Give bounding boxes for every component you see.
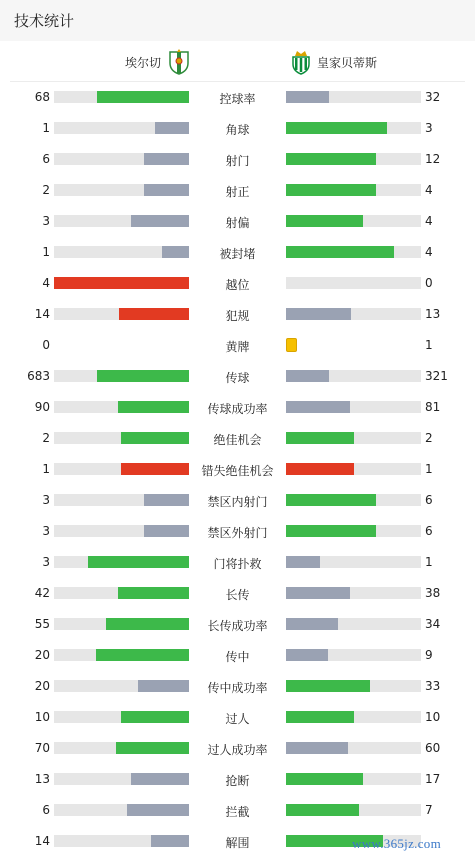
stat-row [0, 764, 475, 795]
stat-row [0, 454, 475, 485]
away-bar-fill [286, 370, 329, 382]
away-value: 34 [425, 617, 441, 631]
stat-row [0, 702, 475, 733]
home-bar-track [54, 401, 189, 413]
home-value: 1 [42, 245, 50, 259]
home-value: 13 [34, 772, 50, 786]
home-bar-track [54, 184, 189, 196]
home-bar-fill [118, 401, 189, 413]
stat-label: 黄牌 [225, 340, 250, 354]
stat-label: 犯规 [225, 309, 250, 323]
home-bar-track [54, 91, 189, 103]
stat-row [0, 330, 475, 361]
stat-row [0, 609, 475, 640]
away-value: 4 [425, 183, 433, 197]
home-value: 3 [42, 555, 50, 569]
home-bar-fill [162, 246, 189, 258]
away-value: 6 [425, 493, 433, 507]
home-bar-fill [131, 215, 189, 227]
stat-row [0, 206, 475, 237]
stat-label: 长传成功率 [207, 619, 268, 633]
home-bar-track [54, 525, 189, 537]
home-value: 70 [34, 741, 50, 755]
home-bar-fill [97, 91, 189, 103]
stat-row [0, 82, 475, 113]
home-value: 3 [42, 214, 50, 228]
away-value: 33 [425, 679, 441, 693]
stat-row [0, 547, 475, 578]
stat-row [0, 268, 475, 299]
away-value: 32 [425, 90, 441, 104]
home-bar-fill [151, 835, 189, 847]
home-bar-track [54, 742, 189, 754]
home-bar-track [54, 153, 189, 165]
home-value: 3 [42, 524, 50, 538]
home-bar-fill [144, 184, 189, 196]
home-bar-fill [121, 432, 189, 444]
stat-row [0, 423, 475, 454]
home-bar-track [54, 494, 189, 506]
home-bar-fill [54, 277, 189, 289]
away-value: 321 [425, 369, 448, 383]
home-value: 1 [42, 462, 50, 476]
stat-label: 抢断 [225, 774, 250, 788]
away-bar-fill [286, 804, 359, 816]
away-bar-fill [286, 463, 354, 475]
stat-row [0, 516, 475, 547]
away-value: 1 [425, 555, 433, 569]
home-bar-track [54, 246, 189, 258]
away-value: 38 [425, 586, 441, 600]
home-bar-fill [116, 742, 189, 754]
stat-label: 过人 [225, 712, 250, 726]
away-bar-fill [286, 91, 329, 103]
away-bar-track [286, 494, 421, 506]
home-bar-track [54, 370, 189, 382]
home-value: 90 [34, 400, 50, 414]
away-bar-fill [286, 215, 363, 227]
home-value: 10 [34, 710, 50, 724]
away-bar-track [286, 742, 421, 754]
stat-row [0, 733, 475, 764]
yellow-card-icon [286, 338, 297, 352]
home-value: 0 [42, 338, 50, 352]
home-bar-track [54, 308, 189, 320]
stat-label: 传球成功率 [207, 402, 268, 416]
away-bar-fill [286, 432, 354, 444]
away-bar-fill [286, 649, 328, 661]
away-bar-fill [286, 618, 338, 630]
away-value: 3 [425, 121, 433, 135]
away-bar-fill [286, 153, 376, 165]
away-bar-fill [286, 122, 387, 134]
away-bar-track [286, 277, 421, 289]
home-bar-fill [121, 463, 189, 475]
away-bar-track [286, 401, 421, 413]
home-bar-track [54, 215, 189, 227]
watermark: www.365jz.com [352, 836, 441, 851]
home-bar-track [54, 432, 189, 444]
away-bar-fill [286, 246, 394, 258]
home-value: 20 [34, 648, 50, 662]
home-bar-track [54, 804, 189, 816]
home-bar-track [54, 680, 189, 692]
stat-label: 射门 [225, 154, 250, 168]
home-value: 683 [27, 369, 50, 383]
stat-label: 长传 [225, 588, 250, 602]
home-bar-fill [138, 680, 189, 692]
stat-label: 角球 [225, 123, 250, 137]
away-bar-track [286, 91, 421, 103]
stat-row [0, 578, 475, 609]
stat-label: 绝佳机会 [213, 433, 262, 447]
home-bar-track [54, 277, 189, 289]
stat-label: 门将扑救 [213, 557, 262, 571]
away-bar-fill [286, 494, 376, 506]
away-bar-fill [286, 184, 376, 196]
away-bar-track [286, 649, 421, 661]
home-bar-track [54, 618, 189, 630]
stat-label: 传中 [225, 650, 250, 664]
home-bar-fill [106, 618, 189, 630]
stat-label: 越位 [225, 278, 250, 292]
away-bar-fill [286, 525, 376, 537]
away-value: 0 [425, 276, 433, 290]
stats-header [0, 0, 475, 41]
home-value: 3 [42, 493, 50, 507]
away-bar-fill [286, 587, 350, 599]
home-bar-fill [118, 587, 189, 599]
stat-label: 控球率 [219, 92, 256, 106]
home-value: 2 [42, 183, 50, 197]
stat-label: 过人成功率 [207, 743, 268, 757]
stat-row [0, 795, 475, 826]
stat-row [0, 113, 475, 144]
stat-row [0, 361, 475, 392]
away-value: 4 [425, 214, 433, 228]
home-bar-track [54, 463, 189, 475]
away-bar-track [286, 308, 421, 320]
away-value: 13 [425, 307, 441, 321]
away-value: 12 [425, 152, 441, 166]
home-bar-track [54, 587, 189, 599]
away-bar-track [286, 711, 421, 723]
stat-label: 错失绝佳机会 [201, 464, 274, 478]
home-bar-fill [144, 494, 189, 506]
home-value: 4 [42, 276, 50, 290]
home-bar-fill [88, 556, 189, 568]
away-bar-track [286, 184, 421, 196]
home-bar-fill [131, 773, 189, 785]
page-title: 技术统计 [14, 12, 75, 30]
home-bar-track [54, 556, 189, 568]
stat-label: 禁区外射门 [207, 526, 268, 540]
home-bar-fill [144, 525, 189, 537]
away-value: 6 [425, 524, 433, 538]
stat-row [0, 392, 475, 423]
away-value: 2 [425, 431, 433, 445]
home-bar-track [54, 711, 189, 723]
home-team[interactable] [125, 49, 190, 75]
home-bar-fill [96, 649, 189, 661]
home-bar-track [54, 835, 189, 847]
home-value: 20 [34, 679, 50, 693]
stat-row [0, 671, 475, 702]
stat-row [0, 640, 475, 671]
stat-label: 拦截 [225, 805, 250, 819]
away-bar-track [286, 804, 421, 816]
home-value: 6 [42, 803, 50, 817]
away-bar-track [286, 618, 421, 630]
stat-label: 射偏 [225, 216, 250, 230]
home-value: 14 [34, 307, 50, 321]
away-bar-fill [286, 401, 350, 413]
home-value: 6 [42, 152, 50, 166]
betis-crest-icon [290, 49, 312, 75]
stat-row [0, 485, 475, 516]
away-value: 1 [425, 338, 433, 352]
away-bar-fill [286, 711, 354, 723]
away-bar-track [286, 370, 421, 382]
away-bar-track [286, 773, 421, 785]
away-team-name: 皇家贝蒂斯 [317, 55, 378, 70]
away-bar-track [286, 432, 421, 444]
away-bar-track [286, 122, 421, 134]
home-value: 68 [34, 90, 50, 104]
away-bar-fill [286, 556, 320, 568]
away-bar-fill [286, 308, 351, 320]
away-bar-track [286, 246, 421, 258]
stat-label: 被封堵 [219, 247, 256, 261]
away-value: 81 [425, 400, 441, 414]
home-value: 2 [42, 431, 50, 445]
home-bar-fill [127, 804, 189, 816]
stat-label: 射正 [225, 185, 250, 199]
stat-row [0, 144, 475, 175]
away-bar-track [286, 680, 421, 692]
home-bar-track [54, 122, 189, 134]
home-bar-fill [119, 308, 189, 320]
home-value: 55 [34, 617, 50, 631]
stat-row [0, 237, 475, 268]
home-bar-fill [121, 711, 189, 723]
home-bar-track [54, 773, 189, 785]
home-value: 1 [42, 121, 50, 135]
away-bar-track [286, 587, 421, 599]
away-bar-track [286, 556, 421, 568]
away-value: 7 [425, 803, 433, 817]
away-value: 17 [425, 772, 441, 786]
teams-bar [10, 41, 465, 82]
home-bar-fill [155, 122, 189, 134]
home-value: 14 [34, 834, 50, 848]
home-bar-track [54, 649, 189, 661]
away-bar-track [286, 525, 421, 537]
elche-crest-icon [168, 49, 190, 75]
home-bar-fill [144, 153, 189, 165]
away-value: 60 [425, 741, 441, 755]
away-value: 9 [425, 648, 433, 662]
stat-label: 传中成功率 [207, 681, 268, 695]
stat-row [0, 299, 475, 330]
away-bar-track [286, 463, 421, 475]
away-value: 1 [425, 462, 433, 476]
home-bar-fill [97, 370, 189, 382]
away-value: 4 [425, 245, 433, 259]
stat-label: 传球 [225, 371, 250, 385]
away-bar-fill [286, 680, 370, 692]
home-value: 42 [34, 586, 50, 600]
away-bar-track [286, 215, 421, 227]
home-team-name: 埃尔切 [125, 55, 162, 70]
stat-row [0, 175, 475, 206]
stat-label: 解围 [225, 836, 250, 850]
away-value: 10 [425, 710, 441, 724]
away-bar-fill [286, 773, 363, 785]
stat-label: 禁区内射门 [207, 495, 268, 509]
away-team[interactable] [290, 49, 377, 75]
away-bar-track [286, 153, 421, 165]
away-bar-fill [286, 742, 348, 754]
